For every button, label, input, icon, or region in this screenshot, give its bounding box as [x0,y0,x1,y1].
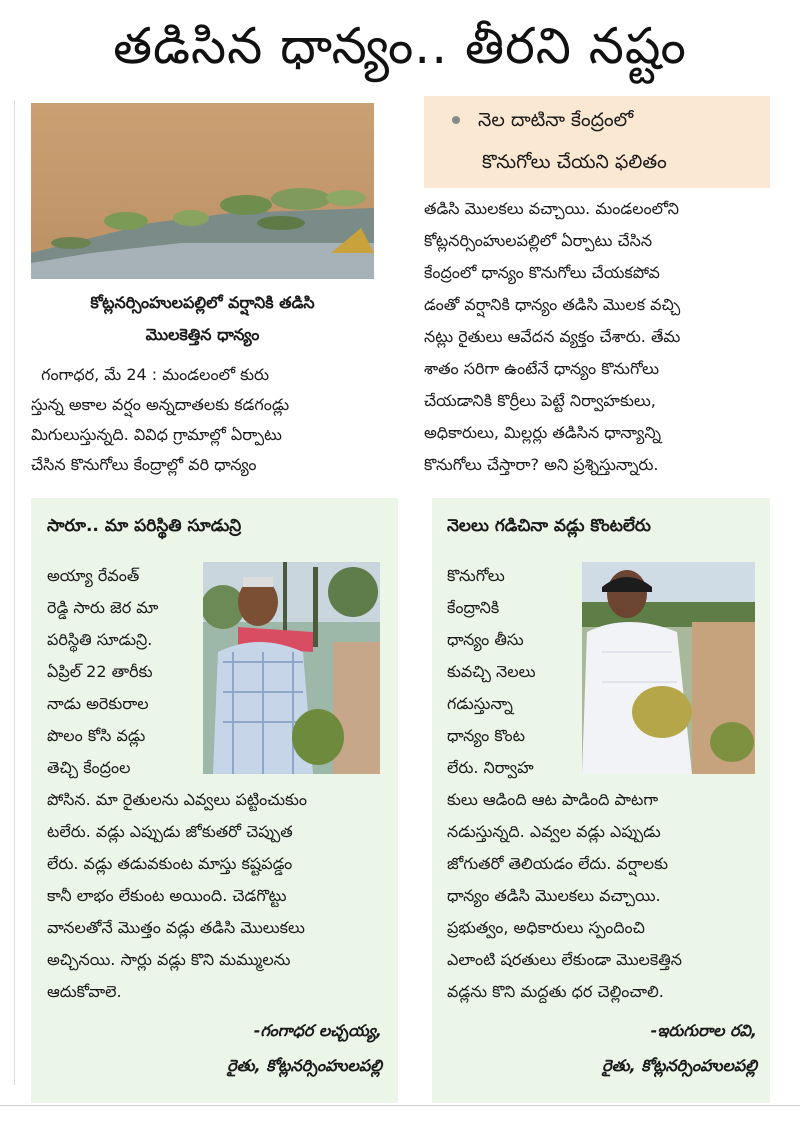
highlight-line-2: కొనుగోలు చేయని ఫలితం [482,151,667,173]
text-line: మిగులుస్తున్నది. వివిధ గ్రామాల్లో ఏర్పాటు [31,425,282,444]
photo-caption-line-2: మొలకెత్తిన ధాన్యం [145,325,260,344]
text-line: అచ్చినయి. సార్లు వడ్లు కొని మమ్ములను [47,950,291,969]
text-line: అయ్యా రేవంత్ [47,566,140,585]
wet-grain-photo [31,103,374,279]
text-line: స్తున్న అకాల వర్షం అన్నదాతలకు కడగండ్లు [31,395,290,414]
text-line: కులు ఆడింది ఆట పాడింది పాటగా [447,790,659,809]
text-line: నాడు అరెకురాల [47,694,149,713]
quote-left-signature-place: రైతు, కోట్లనర్సింహులపల్లి [227,1056,382,1075]
headline: తడిసిన ధాన్యం.. తీరని నష్టం [113,17,687,75]
text-line: లేరు. నిర్వాహ [447,758,534,777]
photo-caption [31,287,374,351]
text-line: ధాన్యం తీసు [447,630,524,649]
text-line: అధికారులు, మిల్లర్లు తడిసిన ధాన్యాన్ని [424,423,662,442]
farmer-photo-right [582,562,755,774]
text-line: పొలం కోసి వడ్లు [47,726,146,745]
text-line: తెచ్చి కేంద్రంల [47,758,131,777]
text-line: శాతం సరిగా ఉంటేనే ధాన్యం కొనుగోలు [424,359,660,378]
text-line: వానలతోనే మొత్తం వడ్లు తడిసి మొలుకలు [47,918,305,937]
text-line: ప్రభుత్వం, అధికారులు స్పందించి [447,918,645,937]
text-line: కానీ లాభం లేకుంట అయింది. చెడగొట్టు [47,886,287,905]
text-line: జోగుతరో తెలియడం లేదు. వర్షాలకు [447,854,669,873]
text-line: ఎలాంటి షరతులు లేకుండా మొలకెత్తిన [447,950,683,969]
text-line: పోసిన. మా రైతులను ఎవ్వలు పట్టించుకుం [47,790,307,809]
farmer-photo-left-illustration [203,562,380,774]
text-line: కేంద్రంలో ధాన్యం కొనుగోలు చేయకపోవ [424,263,660,282]
text-line: ఏప్రిల్ 22 తారీకు [47,662,153,681]
text-line: లేరు. వడ్లు తడువకుంట మాస్తు కష్టపడ్డం [47,854,293,873]
quote-right-signature-place: రైతు, కోట్లనర్సింహులపల్లి [602,1056,757,1075]
text-line: గడుస్తున్నా [447,694,513,713]
text-line: ధాన్యం కొంట [447,726,525,745]
text-line: రెడ్డి సారు జెర మా [47,598,159,617]
quote-right-body [447,784,757,1008]
text-line: డంతో వర్షానికి ధాన్యం తడిసి మొలక వచ్చి [424,295,681,314]
text-line: చేసిన కొనుగోలు కేంద్రాల్లో వరి ధాన్యం [31,455,257,474]
text-line: టలేరు. వడ్లు ఎప్పుడు జోకుతరో చెప్పుత [47,822,293,841]
quote-right-signature-name: -ఇరుగురాల రవి, [650,1021,757,1040]
bottom-divider [0,1105,800,1106]
text-line: ధాన్యం తడిసి మొలకలు వచ్చాయి. [447,886,661,905]
bullet-icon [452,116,460,124]
text-line: కువచ్చి నెలలు [447,662,536,681]
text-line: గంగాధర, మే 24 : మండలంలో కురు [31,365,270,384]
text-line: నట్లు రైతులు ఆవేదన వ్యక్తం చేశారు. తేమ [424,327,681,346]
article-body-left [31,360,374,480]
text-line: నడుస్తున్నది. ఎవ్వల వడ్లు ఎప్పుడు [447,822,661,841]
text-line: తడిసి మొలకలు వచ్చాయి. మండలంలోని [424,199,679,218]
text-line: చేయడానికి కొర్రీలు పెట్టే నిర్వాహకులు, [424,391,656,410]
quote-box-title-left: సారూ.. మా పరిస్థితి సూడున్రి [47,516,242,536]
quote-left-body [47,784,382,1008]
photo-caption-line-1: కోట్లనర్సింహులపల్లిలో వర్షానికి తడిసి [90,293,315,312]
text-line: కేంద్రానికి [447,598,500,617]
text-line: పరిస్థితి సూడున్రి. [47,630,153,649]
quote-right-side-text [447,560,587,784]
quote-left-signature-name: -గంగాధర లచ్చయ్య, [253,1021,382,1040]
text-line: కొనుగోలు చేస్తారా? అని ప్రశ్నిస్తున్నారు. [424,455,659,474]
text-line: కొనుగోలు [447,566,505,585]
highlight-line-1: నెల దాటినా కేంద్రంలో [478,109,634,131]
quote-left-side-text [47,560,217,784]
text-line: కోట్లనర్సింహులపల్లిలో ఏర్పాటు చేసిన [424,231,653,250]
farmer-photo-left [203,562,380,774]
article-body-right [424,193,770,481]
column-rule [14,100,15,1085]
farmer-photo-right-illustration [582,562,755,774]
text-line: వడ్లను కొని మద్దతు ధర చెల్లించాలి. [447,982,664,1001]
wet-grain-photo-illustration [31,103,374,279]
text-line: ఆదుకోవాలె. [47,982,122,1001]
quote-box-title-right: నెలలు గడిచినా వడ్లు కొంటలేరు [447,516,651,536]
